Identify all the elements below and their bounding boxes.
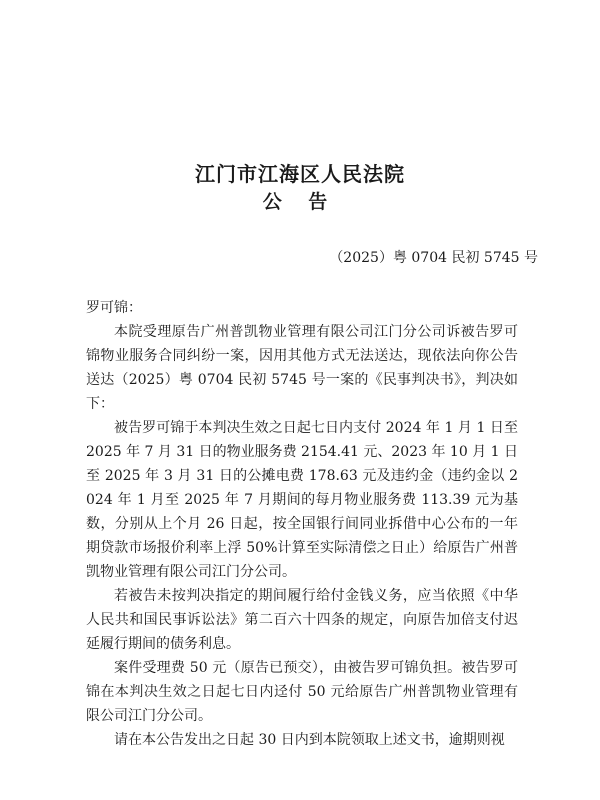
- case-number: （2025）粤 0704 民初 5745 号: [329, 250, 538, 266]
- paragraph-collection-notice: 请在本公告发出之日起 30 日内到本院领取上述文书，逾期则视: [114, 732, 505, 748]
- addressee: 罗可锦：: [86, 300, 142, 316]
- court-name: 江门市江海区人民法院: [195, 162, 405, 186]
- paragraph-judgment: 被告罗可锦于本判决生效之日起七日内支付 2024 年 1 月 1 日至 2025 年 7 月 31 日的物业服务费 2154.41 元、2023 年 10 月 1 日至 2025 年 3 月 31 日的公摊电费 178.63 元及违约金（违约金以 2024 年 1 月至 2025 年 7 月期间的每月物业服务费 113.39 元为基数，分别从上个月 26 日起，按全国银行间同业拆借中心公布的一年期贷款市场报价利率上浮 50%计算至实际清偿之日止）给原告广州普凯物业管理有限公司江门分公司。: [86, 420, 518, 580]
- paragraph-delay-interest: 若被告未按判决指定的期间履行给付金钱义务，应当依照《中华人民共和国民事诉讼法》第二百六十四条的规定，向原告加倍支付迟延履行期间的债务利息。: [86, 588, 518, 652]
- paragraph-acceptance: 本院受理原告广州普凯物业管理有限公司江门分公司诉被告罗可锦物业服务合同纠纷一案，因用其他方式无法送达，现依法向你公告送达（2025）粤 0704 民初 5745 号一案的《民事判决书》，判决如下：: [86, 324, 518, 412]
- notice-body: [86, 296, 518, 752]
- notice-title: 公 告: [262, 191, 338, 213]
- paragraph-case-fee: 案件受理费 50 元（原告已预交），由被告罗可锦负担。被告罗可锦在本判决生效之日起七日内迳付 50 元给原告广州普凯物业管理有限公司江门分公司。: [86, 660, 518, 724]
